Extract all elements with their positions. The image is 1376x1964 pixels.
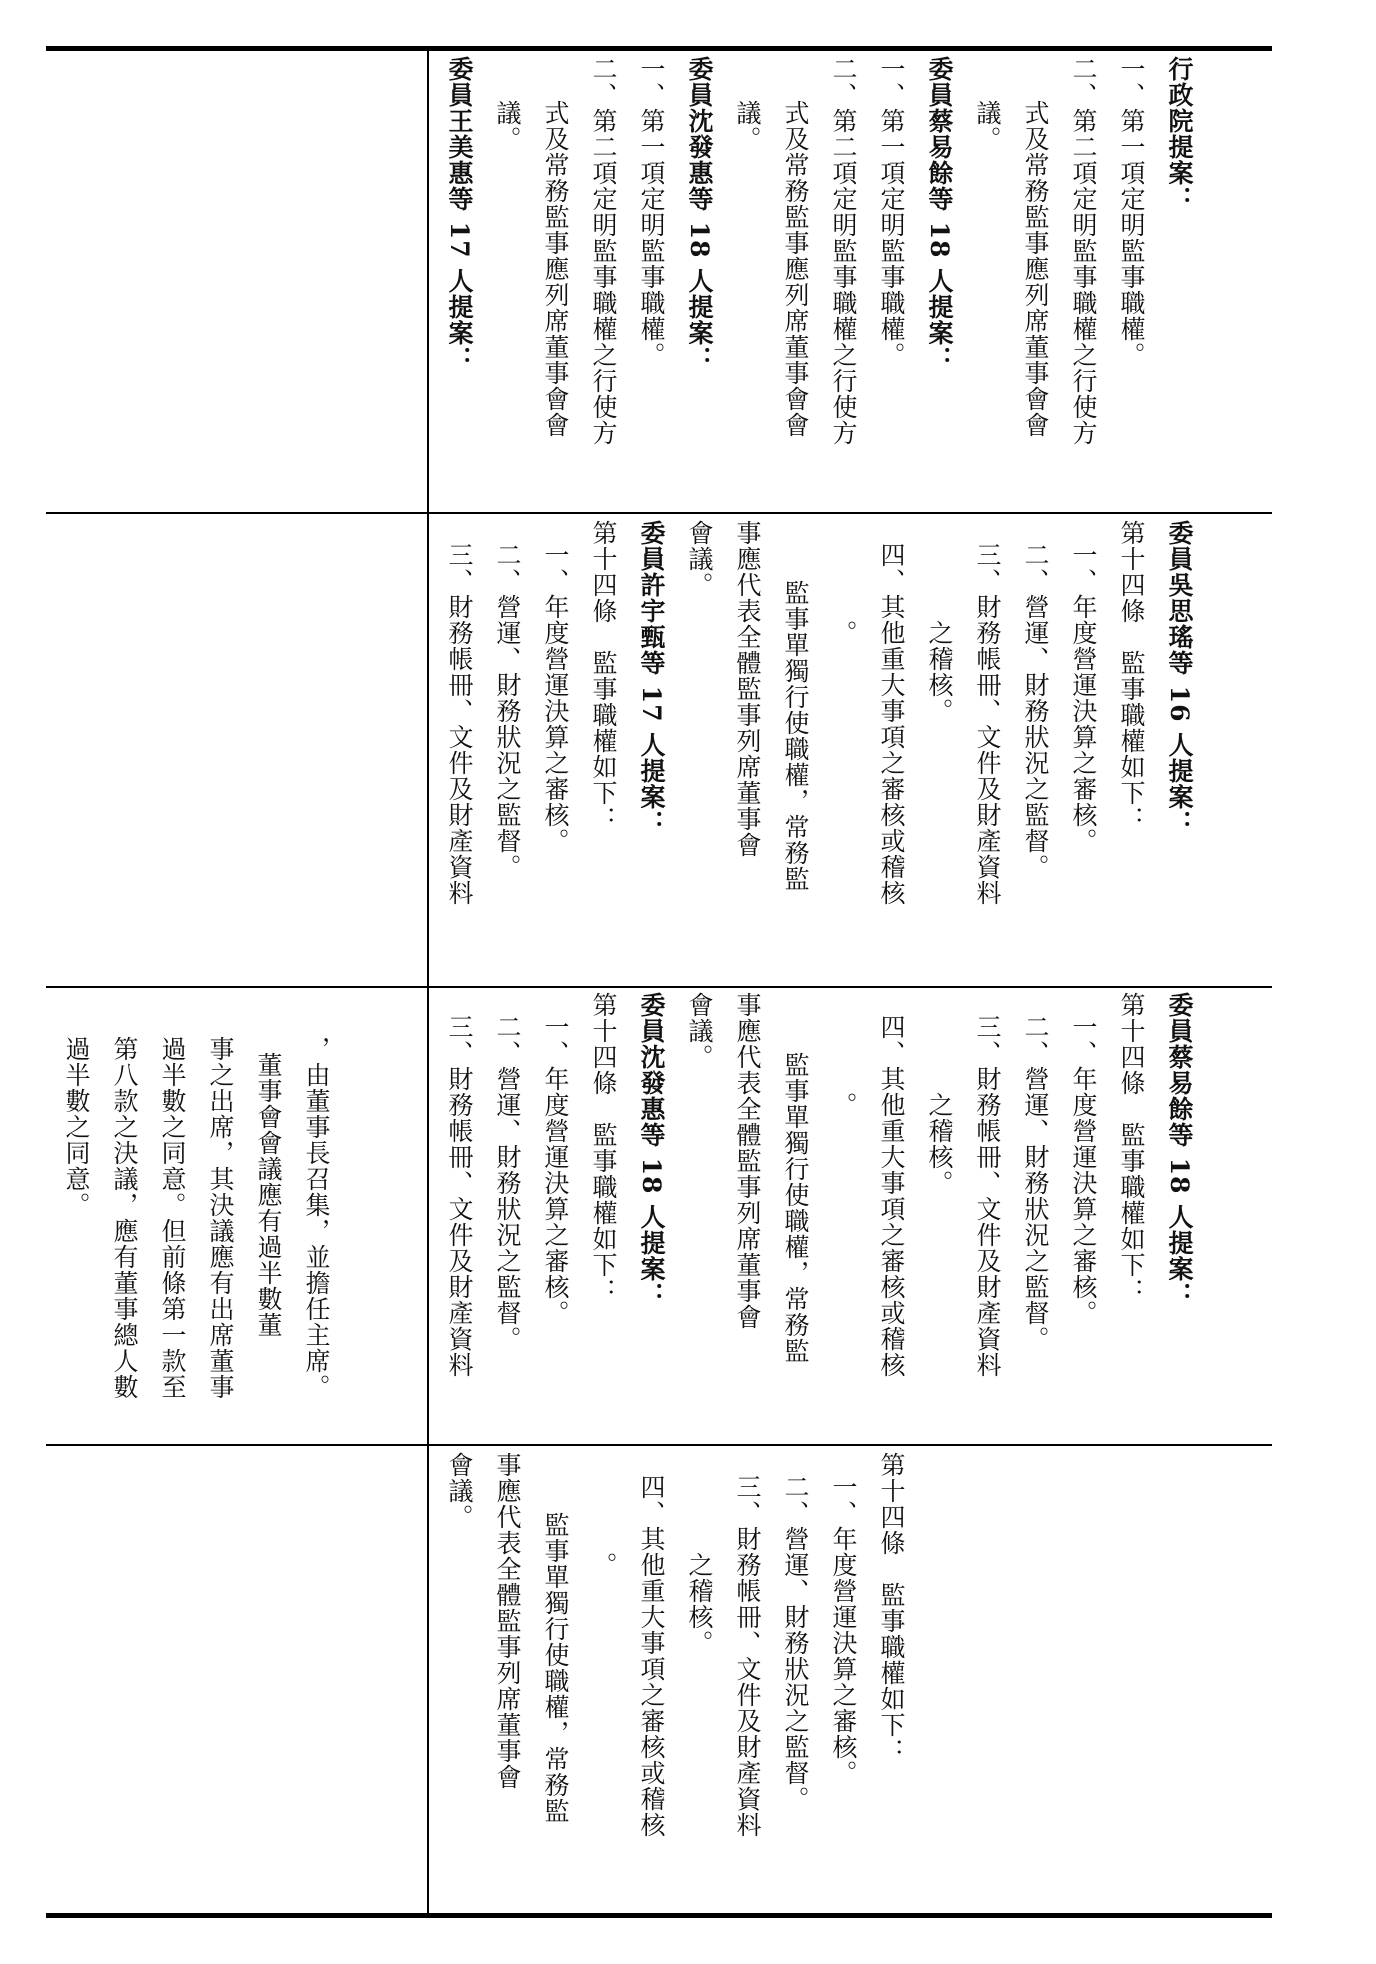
text-line: 會議。 — [685, 992, 714, 1070]
column-divider — [427, 46, 429, 1916]
cell-row3-left — [52, 992, 424, 1440]
cell-row4-left — [52, 1452, 424, 1908]
text-line: 一、年度營運決算之審核。 — [829, 1474, 858, 1786]
proposal-heading: 委員沈發惠等 18 人提案： — [637, 992, 666, 1309]
text-line: 。 — [829, 1092, 858, 1118]
text-line: 式及常務監事應列席董事會會 — [1021, 100, 1050, 438]
text-line: 三、財務帳冊、文件及財產資料 — [733, 1474, 762, 1838]
text-line: 第十四條 監事職權如下： — [1117, 992, 1146, 1304]
text-line: 二、營運、財務狀況之監督。 — [781, 1474, 810, 1812]
text-line: 之稽核。 — [925, 620, 954, 724]
text-line: 董事會會議應有過半數董 — [254, 1052, 283, 1338]
text-line: 議。 — [493, 100, 522, 152]
text-line: 。 — [829, 620, 858, 646]
text-line: 一、年度營運決算之審核。 — [1069, 542, 1098, 854]
vertical-text-block — [435, 992, 1203, 1440]
table-bottom-rule — [46, 1913, 1272, 1918]
text-line: 第十四條 監事職權如下： — [877, 1452, 906, 1764]
text-line: 一、年度營運決算之審核。 — [541, 1014, 570, 1326]
text-line: 一、第一項定明監事職權。 — [877, 56, 906, 368]
text-line: 監事單獨行使職權，常務監 — [781, 580, 810, 892]
text-line: 會議。 — [445, 1452, 474, 1530]
text-line: 之稽核。 — [925, 1092, 954, 1196]
row-divider-1 — [46, 512, 1272, 514]
text-line: 之稽核。 — [685, 1552, 714, 1656]
text-line: 二、第二項定明監事職權之行使方 — [589, 56, 618, 446]
text-line: 事之出席，其決議應有出席董事 — [206, 1036, 235, 1400]
table-top-rule — [46, 46, 1272, 51]
text-line: 四、其他重大事項之審核或稽核 — [637, 1474, 666, 1838]
text-line: 一、第一項定明監事職權。 — [637, 56, 666, 368]
text-line: 監事單獨行使職權，常務監 — [781, 1052, 810, 1364]
text-line: 過半數之同意。 — [62, 1036, 91, 1218]
text-line: 二、第二項定明監事職權之行使方 — [829, 56, 858, 446]
text-line: 第十四條 監事職權如下： — [589, 520, 618, 832]
cell-row1-left — [52, 56, 424, 508]
text-line: 第八款之決議，應有董事總人數 — [110, 1036, 139, 1400]
text-line: 三、財務帳冊、文件及財產資料 — [445, 1014, 474, 1378]
row-divider-2 — [46, 986, 1272, 988]
proposal-heading: 委員沈發惠等 18 人提案： — [685, 56, 714, 373]
text-line: 二、營運、財務狀況之監督。 — [493, 1014, 522, 1352]
proposal-heading: 委員許宇甄等 17 人提案： — [637, 520, 666, 837]
proposal-heading: 委員蔡易餘等 18 人提案： — [925, 56, 954, 373]
cell-row2-right — [435, 520, 1267, 982]
text-line: 議。 — [733, 100, 762, 152]
text-line: 二、第二項定明監事職權之行使方 — [1069, 56, 1098, 446]
text-line: 議。 — [973, 100, 1002, 152]
proposal-heading: 委員吳思瑤等 16 人提案： — [1165, 520, 1194, 837]
proposal-heading: 委員蔡易餘等 18 人提案： — [1165, 992, 1194, 1309]
proposal-heading: 委員王美惠等 17 人提案： — [445, 56, 474, 373]
vertical-text-block — [435, 520, 1203, 982]
cell-row3-right — [435, 992, 1267, 1440]
cell-row1-right — [435, 56, 1267, 508]
text-line: 監事單獨行使職權，常務監 — [541, 1512, 570, 1824]
text-line: 式及常務監事應列席董事會會 — [541, 100, 570, 438]
text-line: 第十四條 監事職權如下： — [1117, 520, 1146, 832]
text-line: 第十四條 監事職權如下： — [589, 992, 618, 1304]
text-line: 三、財務帳冊、文件及財產資料 — [445, 542, 474, 906]
text-line: 事應代表全體監事列席董事會 — [733, 992, 762, 1330]
cell-row2-left — [52, 520, 424, 982]
vertical-text-block — [435, 1452, 915, 1908]
text-line: 三、財務帳冊、文件及財產資料 — [973, 542, 1002, 906]
text-line: 式及常務監事應列席董事會會 — [781, 100, 810, 438]
text-line: 二、營運、財務狀況之監督。 — [1021, 542, 1050, 880]
text-line: 過半數之同意。但前條第一款至 — [158, 1036, 187, 1400]
text-line: 四、其他重大事項之審核或稽核 — [877, 1014, 906, 1378]
text-line: 會議。 — [685, 520, 714, 598]
vertical-text-block — [52, 992, 340, 1440]
text-line: 四、其他重大事項之審核或稽核 — [877, 542, 906, 906]
row-divider-3 — [46, 1444, 1272, 1446]
text-line: ，由董事長召集，並擔任主席。 — [302, 1036, 331, 1400]
text-line: 事應代表全體監事列席董事會 — [493, 1452, 522, 1790]
text-line: 。 — [589, 1552, 618, 1578]
vertical-text-block — [435, 56, 1203, 508]
text-line: 一、年度營運決算之審核。 — [1069, 1014, 1098, 1326]
text-line: 二、營運、財務狀況之監督。 — [1021, 1014, 1050, 1352]
text-line: 三、財務帳冊、文件及財產資料 — [973, 1014, 1002, 1378]
cell-row4-right — [435, 1452, 1267, 1908]
text-line: 事應代表全體監事列席董事會 — [733, 520, 762, 858]
proposal-heading: 行政院提案： — [1165, 56, 1194, 212]
text-line: 一、第一項定明監事職權。 — [1117, 56, 1146, 368]
text-line: 一、年度營運決算之審核。 — [541, 542, 570, 854]
text-line: 二、營運、財務狀況之監督。 — [493, 542, 522, 880]
